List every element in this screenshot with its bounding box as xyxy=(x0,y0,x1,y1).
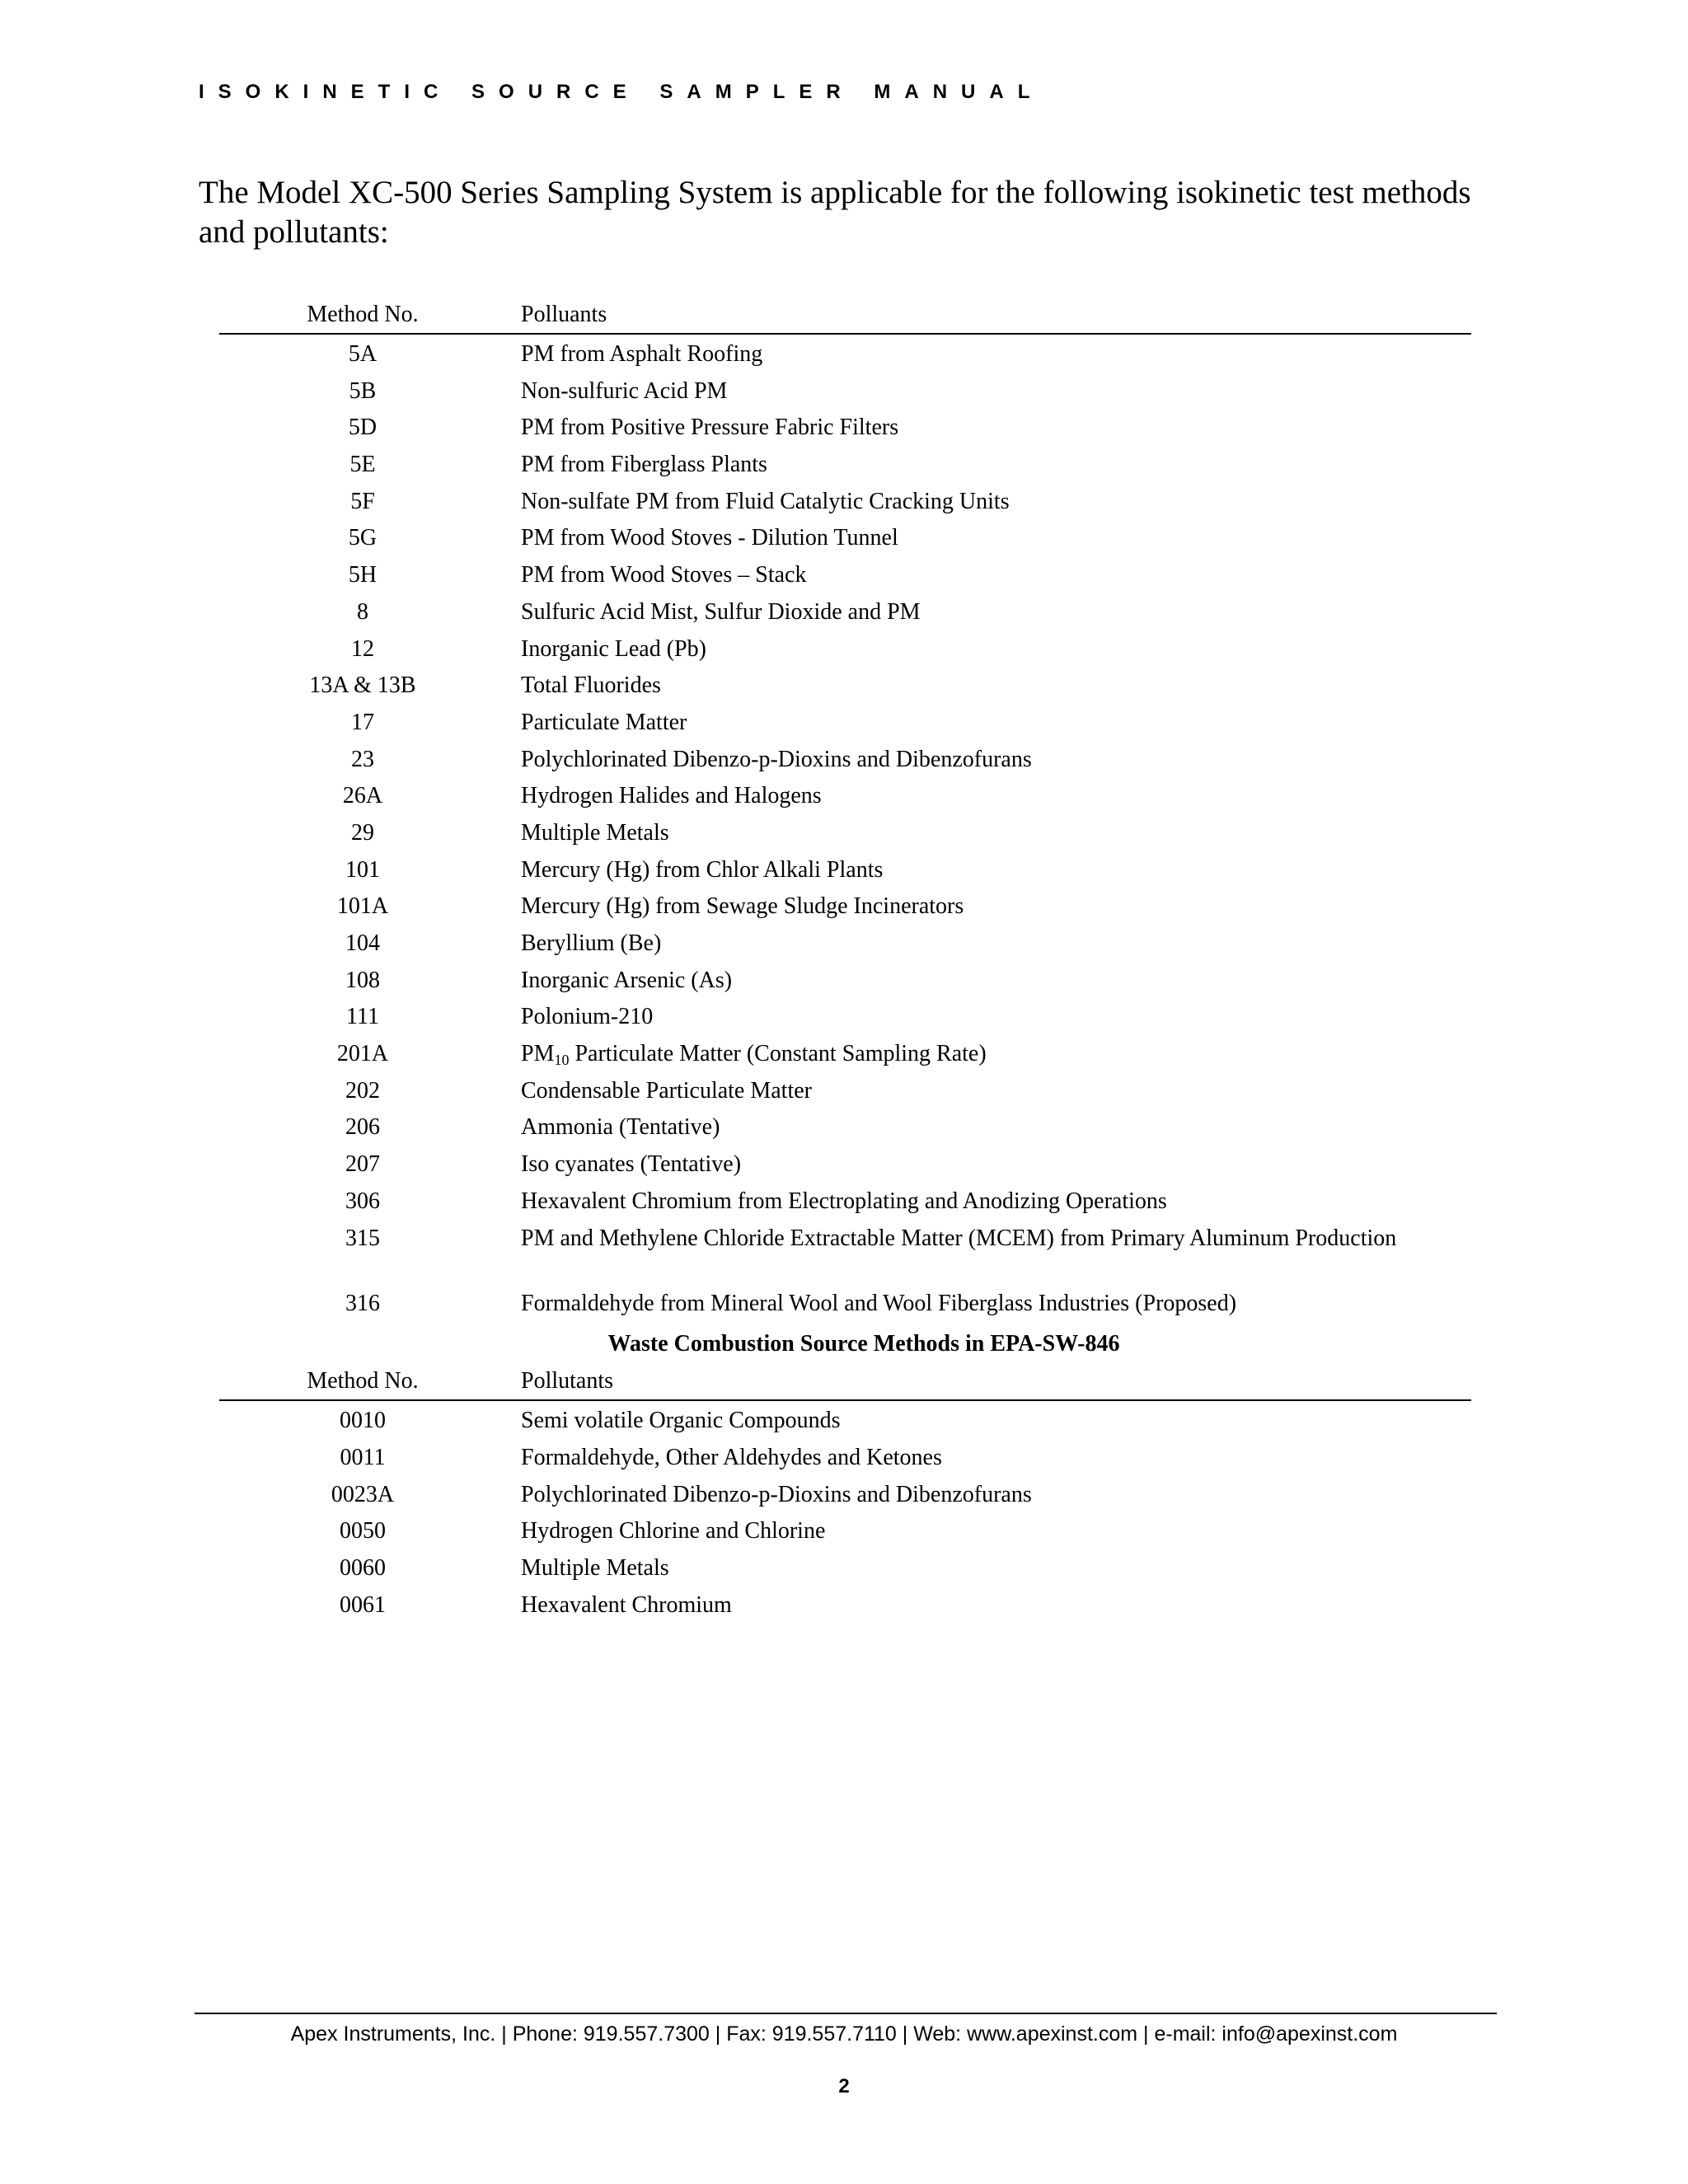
method-number: 101 xyxy=(345,856,380,883)
pollutant-name: Total Fluorides xyxy=(521,673,661,699)
pollutant-name: PM from Positive Pressure Fabric Filters xyxy=(521,415,899,441)
page-number: 2 xyxy=(838,2075,850,2097)
method-number: 23 xyxy=(351,746,374,772)
method-number: 104 xyxy=(345,930,380,956)
method-number: 13A & 13B xyxy=(309,673,416,699)
pollutant-name: Multiple Metals xyxy=(521,1554,669,1581)
table-row xyxy=(219,924,1471,961)
method-number: 0061 xyxy=(340,1591,386,1618)
table-header xyxy=(219,302,1471,335)
method-number: 8 xyxy=(357,598,368,625)
table-row xyxy=(219,1549,1471,1586)
table-row xyxy=(219,1145,1471,1182)
method-number: 101A xyxy=(336,893,389,920)
pollutant-name: Iso cyanates (Tentative) xyxy=(521,1151,742,1178)
table-row xyxy=(219,776,1471,813)
method-column-header: Method No. xyxy=(307,302,419,327)
pollutant-text: Particulate Matter (Constant Sampling Rate) xyxy=(569,1041,987,1067)
table-row xyxy=(219,372,1471,409)
pollutant-name: PM from Fiberglass Plants xyxy=(521,452,767,478)
method-number: 26A xyxy=(342,783,383,809)
table-row xyxy=(219,445,1471,482)
method-number: 206 xyxy=(345,1114,380,1141)
table-row xyxy=(219,740,1471,777)
pollutant-name: Inorganic Lead (Pb) xyxy=(521,635,706,662)
method-number: 0050 xyxy=(340,1518,386,1544)
method-number: 5H xyxy=(348,562,377,588)
method-number: 306 xyxy=(345,1188,380,1214)
method-number: 0023A xyxy=(331,1481,395,1507)
table-row xyxy=(219,593,1471,630)
method-number: 0011 xyxy=(340,1444,386,1470)
method-number: 29 xyxy=(351,819,374,846)
method-number: 0060 xyxy=(340,1554,386,1581)
pollutant-name: PM from Asphalt Roofing xyxy=(521,341,763,367)
methods-table xyxy=(219,302,1471,1622)
table-row xyxy=(219,630,1471,667)
method-number: 202 xyxy=(345,1077,380,1104)
table-row xyxy=(219,961,1471,998)
method-column-header: Method No. xyxy=(307,1368,419,1394)
table-row xyxy=(219,1511,1471,1549)
pollutant-name: Hexavalent Chromium from Electroplating and Anodizing Operations xyxy=(521,1188,1167,1214)
table-row xyxy=(219,851,1471,888)
pollutant-name: Polychlorinated Dibenzo-p-Dioxins and Dibenzofurans xyxy=(521,746,1032,772)
pollutants-column-header: Pollutants xyxy=(521,1368,614,1394)
pollutant-name: PM and Methylene Chloride Extractable Matter (MCEM) from Primary Aluminum Production xyxy=(521,1225,1397,1251)
method-number: 201A xyxy=(336,1041,389,1067)
method-number: 315 xyxy=(345,1225,380,1251)
pollutant-name: Particulate Matter xyxy=(521,709,687,735)
table-row xyxy=(219,518,1471,555)
pollutant-name: Hydrogen Chlorine and Chlorine xyxy=(521,1518,826,1544)
pollutant-name: Non-sulfuric Acid PM xyxy=(521,377,728,404)
table-row xyxy=(219,887,1471,924)
pollutant-prefix: PM xyxy=(521,1041,555,1067)
method-number: 17 xyxy=(351,709,374,735)
method-number: 5B xyxy=(349,377,377,404)
table-row xyxy=(219,1586,1471,1623)
pollutant-name: Condensable Particulate Matter xyxy=(521,1077,812,1104)
pollutant-subscript: 10 xyxy=(554,1052,570,1069)
table-row xyxy=(219,1071,1471,1108)
table-row xyxy=(219,1034,1471,1071)
pollutant-name: Beryllium (Be) xyxy=(521,930,662,956)
table-row xyxy=(219,555,1471,593)
method-number: 108 xyxy=(345,967,380,993)
pollutant-name: Mercury (Hg) from Sewage Sludge Incinerators xyxy=(521,893,964,920)
pollutant-name: Semi volatile Organic Compounds xyxy=(521,1408,841,1434)
table-row xyxy=(219,1401,1471,1438)
table-row xyxy=(219,1284,1471,1321)
table-row xyxy=(219,666,1471,703)
pollutant-name xyxy=(521,1040,1469,1067)
pollutant-name: Ammonia (Tentative) xyxy=(521,1114,720,1141)
method-number: 12 xyxy=(351,635,374,662)
method-number: 5A xyxy=(348,341,377,367)
pollutant-name: Non-sulfate PM from Fluid Catalytic Cracking Units xyxy=(521,488,1010,514)
method-number: 5F xyxy=(350,488,375,514)
pollutant-name: PM from Wood Stoves - Dilution Tunnel xyxy=(521,525,898,551)
method-number: 5D xyxy=(348,415,377,441)
table-row xyxy=(219,482,1471,519)
running-header: ISOKINETIC SOURCE SAMPLER MANUAL xyxy=(199,81,1044,103)
table-row xyxy=(219,335,1471,372)
method-number: 207 xyxy=(345,1151,380,1178)
table-row xyxy=(219,1219,1471,1284)
method-number: 0010 xyxy=(340,1408,386,1434)
footer-divider xyxy=(195,2013,1497,2014)
pollutant-name: Hexavalent Chromium xyxy=(521,1591,732,1618)
table-row xyxy=(219,997,1471,1034)
pollutant-name: Formaldehyde, Other Aldehydes and Ketones xyxy=(521,1444,942,1470)
method-number: 5G xyxy=(348,525,377,551)
method-number: 111 xyxy=(346,1004,379,1030)
table-row xyxy=(219,1475,1471,1512)
table-row xyxy=(219,1438,1471,1475)
table-row xyxy=(219,1182,1471,1219)
table-body xyxy=(219,335,1471,1320)
method-number: 5E xyxy=(349,452,376,478)
table-row xyxy=(219,703,1471,740)
pollutant-name: Sulfuric Acid Mist, Sulfur Dioxide and PM xyxy=(521,598,921,625)
table-row xyxy=(219,1108,1471,1145)
pollutant-name: Multiple Metals xyxy=(521,819,669,846)
table-body xyxy=(219,1401,1471,1622)
table-row xyxy=(219,408,1471,445)
pollutant-name: Hydrogen Halides and Halogens xyxy=(521,783,822,809)
pollutant-name: Formaldehyde from Mineral Wool and Wool Fiberglass Industries (Proposed) xyxy=(521,1290,1237,1316)
method-number: 316 xyxy=(345,1290,380,1316)
intro-paragraph: The Model XC-500 Series Sampling System is applicable for the following isokinetic test methods and pollutants: xyxy=(199,175,1471,250)
table-header xyxy=(219,1368,1471,1401)
pollutant-name: Polonium-210 xyxy=(521,1004,654,1030)
pollutant-name: Inorganic Arsenic (As) xyxy=(521,967,733,993)
pollutants-column-header: Polluants xyxy=(521,302,607,327)
pollutant-name: Mercury (Hg) from Chlor Alkali Plants xyxy=(521,856,884,883)
pollutant-name: PM from Wood Stoves – Stack xyxy=(521,562,807,588)
section-title: Waste Combustion Source Methods in EPA-SW-846 xyxy=(607,1331,1120,1357)
footer-contact: Apex Instruments, Inc. | Phone: 919.557.7300 | Fax: 919.557.7110 | Web: www.apexinst.com | e-mail: info@apexinst.com xyxy=(290,2022,1398,2046)
table-row xyxy=(219,813,1471,851)
pollutant-name: Polychlorinated Dibenzo-p-Dioxins and Dibenzofurans xyxy=(521,1481,1032,1507)
